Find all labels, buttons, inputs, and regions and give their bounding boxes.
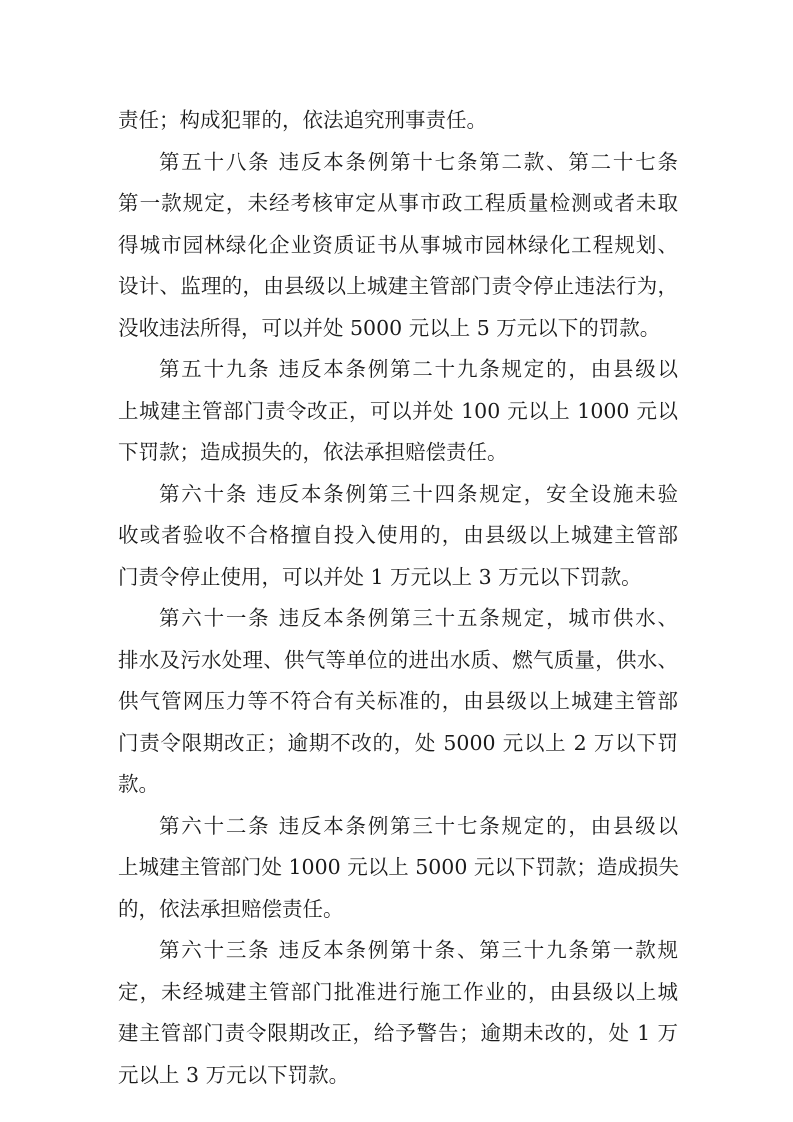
article-59 <box>118 349 678 474</box>
article-62 <box>118 806 678 931</box>
text-line: 下罚款；造成损失的，依法承担赔偿责任。 <box>118 440 508 464</box>
text-line: 定，未经城建主管部门批准进行施工作业的，由县级以上城 <box>118 979 678 1004</box>
paragraph-continuation <box>118 100 678 142</box>
text-line: 第六十二条 违反本条例第三十七条规定的，由县级以 <box>159 813 678 838</box>
text-line: 第六十三条 违反本条例第十条、第三十九条第一款规 <box>159 938 678 962</box>
text-line: 门责令停止使用，可以并处 1 万元以上 3 万元以下罚款。 <box>118 564 642 589</box>
text-line: 款。 <box>118 772 159 796</box>
article-58 <box>118 142 678 350</box>
text-line: 第五十八条 违反本条例第十七条第二款、第二十七条 <box>159 149 678 174</box>
text-line: 上城建主管部门处 1000 元以上 5000 元以下罚款；造成损失 <box>118 855 679 879</box>
text-line: 责任；构成犯罪的，依法追究刑事责任。 <box>118 108 487 132</box>
text-line: 门责令限期改正；逾期不改的，处 5000 元以上 2 万以下罚 <box>118 730 678 755</box>
article-61 <box>118 598 678 806</box>
text-line: 第一款规定，未经考核审定从事市政工程质量检测或者未取 <box>118 191 678 215</box>
article-60 <box>118 474 678 599</box>
text-line: 第六十条 违反本条例第三十四条规定，安全设施未验 <box>159 481 678 506</box>
text-line: 收或者验收不合格擅自投入使用的，由县级以上城建主管部 <box>118 523 678 547</box>
text-line: 排水及污水处理、供气等单位的进出水质、燃气质量，供水、 <box>118 647 678 672</box>
text-line: 元以上 3 万元以下罚款。 <box>118 1062 350 1087</box>
text-line: 第五十九条 违反本条例第二十九条规定的，由县级以 <box>159 357 678 381</box>
text-line: 得城市园林绿化企业资质证书从事城市园林绿化工程规划、 <box>118 232 678 257</box>
document-body <box>118 100 678 1096</box>
text-line: 上城建主管部门责令改正，可以并处 100 元以上 1000 元以 <box>118 398 678 423</box>
text-line: 供气管网压力等不符合有关标准的，由县级以上城建主管部 <box>118 689 678 713</box>
article-63 <box>118 930 678 1096</box>
text-line: 的，依法承担赔偿责任。 <box>118 896 344 921</box>
text-line: 没收违法所得，可以并处 5000 元以上 5 万元以下的罚款。 <box>118 315 661 340</box>
text-line: 建主管部门责令限期改正，给予警告；逾期未改的，处 1 万 <box>118 1021 678 1045</box>
text-line: 设计、监理的，由县级以上城建主管部门责令停止违法行为， <box>118 274 678 298</box>
text-line: 第六十一条 违反本条例第三十五条规定，城市供水、 <box>159 606 678 630</box>
